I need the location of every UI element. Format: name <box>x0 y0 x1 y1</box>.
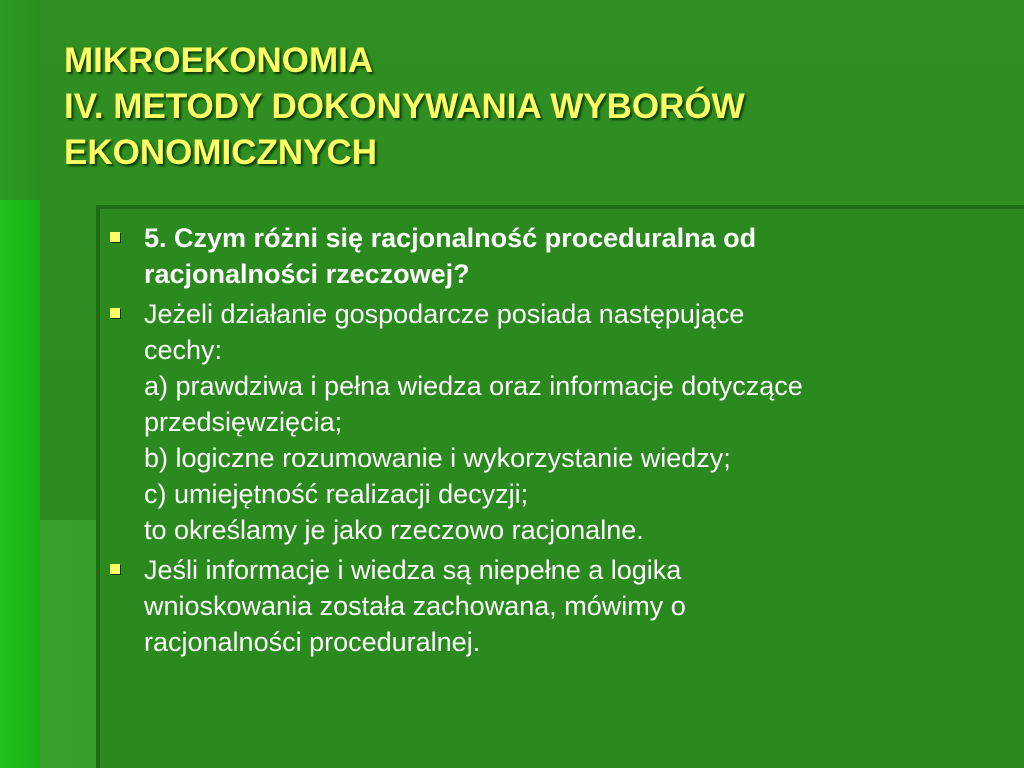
bullet-line: a) prawdziwa i pełna wiedza oraz informacje dotyczące <box>144 371 803 401</box>
bullet-list <box>106 220 1006 664</box>
title-line: IV. METODY DOKONYWANIA WYBORÓW <box>64 87 745 126</box>
square-bullet-icon <box>110 308 120 318</box>
bullet-line: b) logiczne rozumowanie i wykorzystanie wiedzy; <box>144 443 731 473</box>
bullet-line: racjonalności rzeczowej? <box>144 259 470 289</box>
title-line: EKONOMICZNYCH <box>64 133 378 172</box>
left-stripe-lower <box>0 200 40 768</box>
bullet-line: c) umiejętność realizacji decyzji; <box>144 479 529 509</box>
bullet-line: racjonalności proceduralnej. <box>144 627 481 657</box>
bullet-item-rzeczowa <box>106 296 1006 548</box>
square-bullet-icon <box>110 232 120 242</box>
bullet-item-question <box>106 220 1006 292</box>
slide-title <box>64 38 984 176</box>
left-stripe-upper <box>0 0 40 200</box>
bullet-line: przedsięwzięcia; <box>144 407 343 437</box>
bullet-line: cechy: <box>144 335 223 365</box>
bullet-line: Jeżeli działanie gospodarcze posiada następujące <box>144 299 745 329</box>
square-bullet-icon <box>110 564 120 574</box>
bullet-line: 5. Czym różni się racjonalność proceduralna od <box>144 223 757 253</box>
title-line: MIKROEKONOMIA <box>64 41 374 80</box>
bullet-line: to określamy je jako rzeczowo racjonalne. <box>144 515 644 545</box>
bullet-line: wnioskowania została zachowana, mówimy o <box>144 591 686 621</box>
bullet-item-proceduralna <box>106 552 1006 660</box>
bullet-line: Jeśli informacje i wiedza są niepełne a logika <box>144 555 682 585</box>
